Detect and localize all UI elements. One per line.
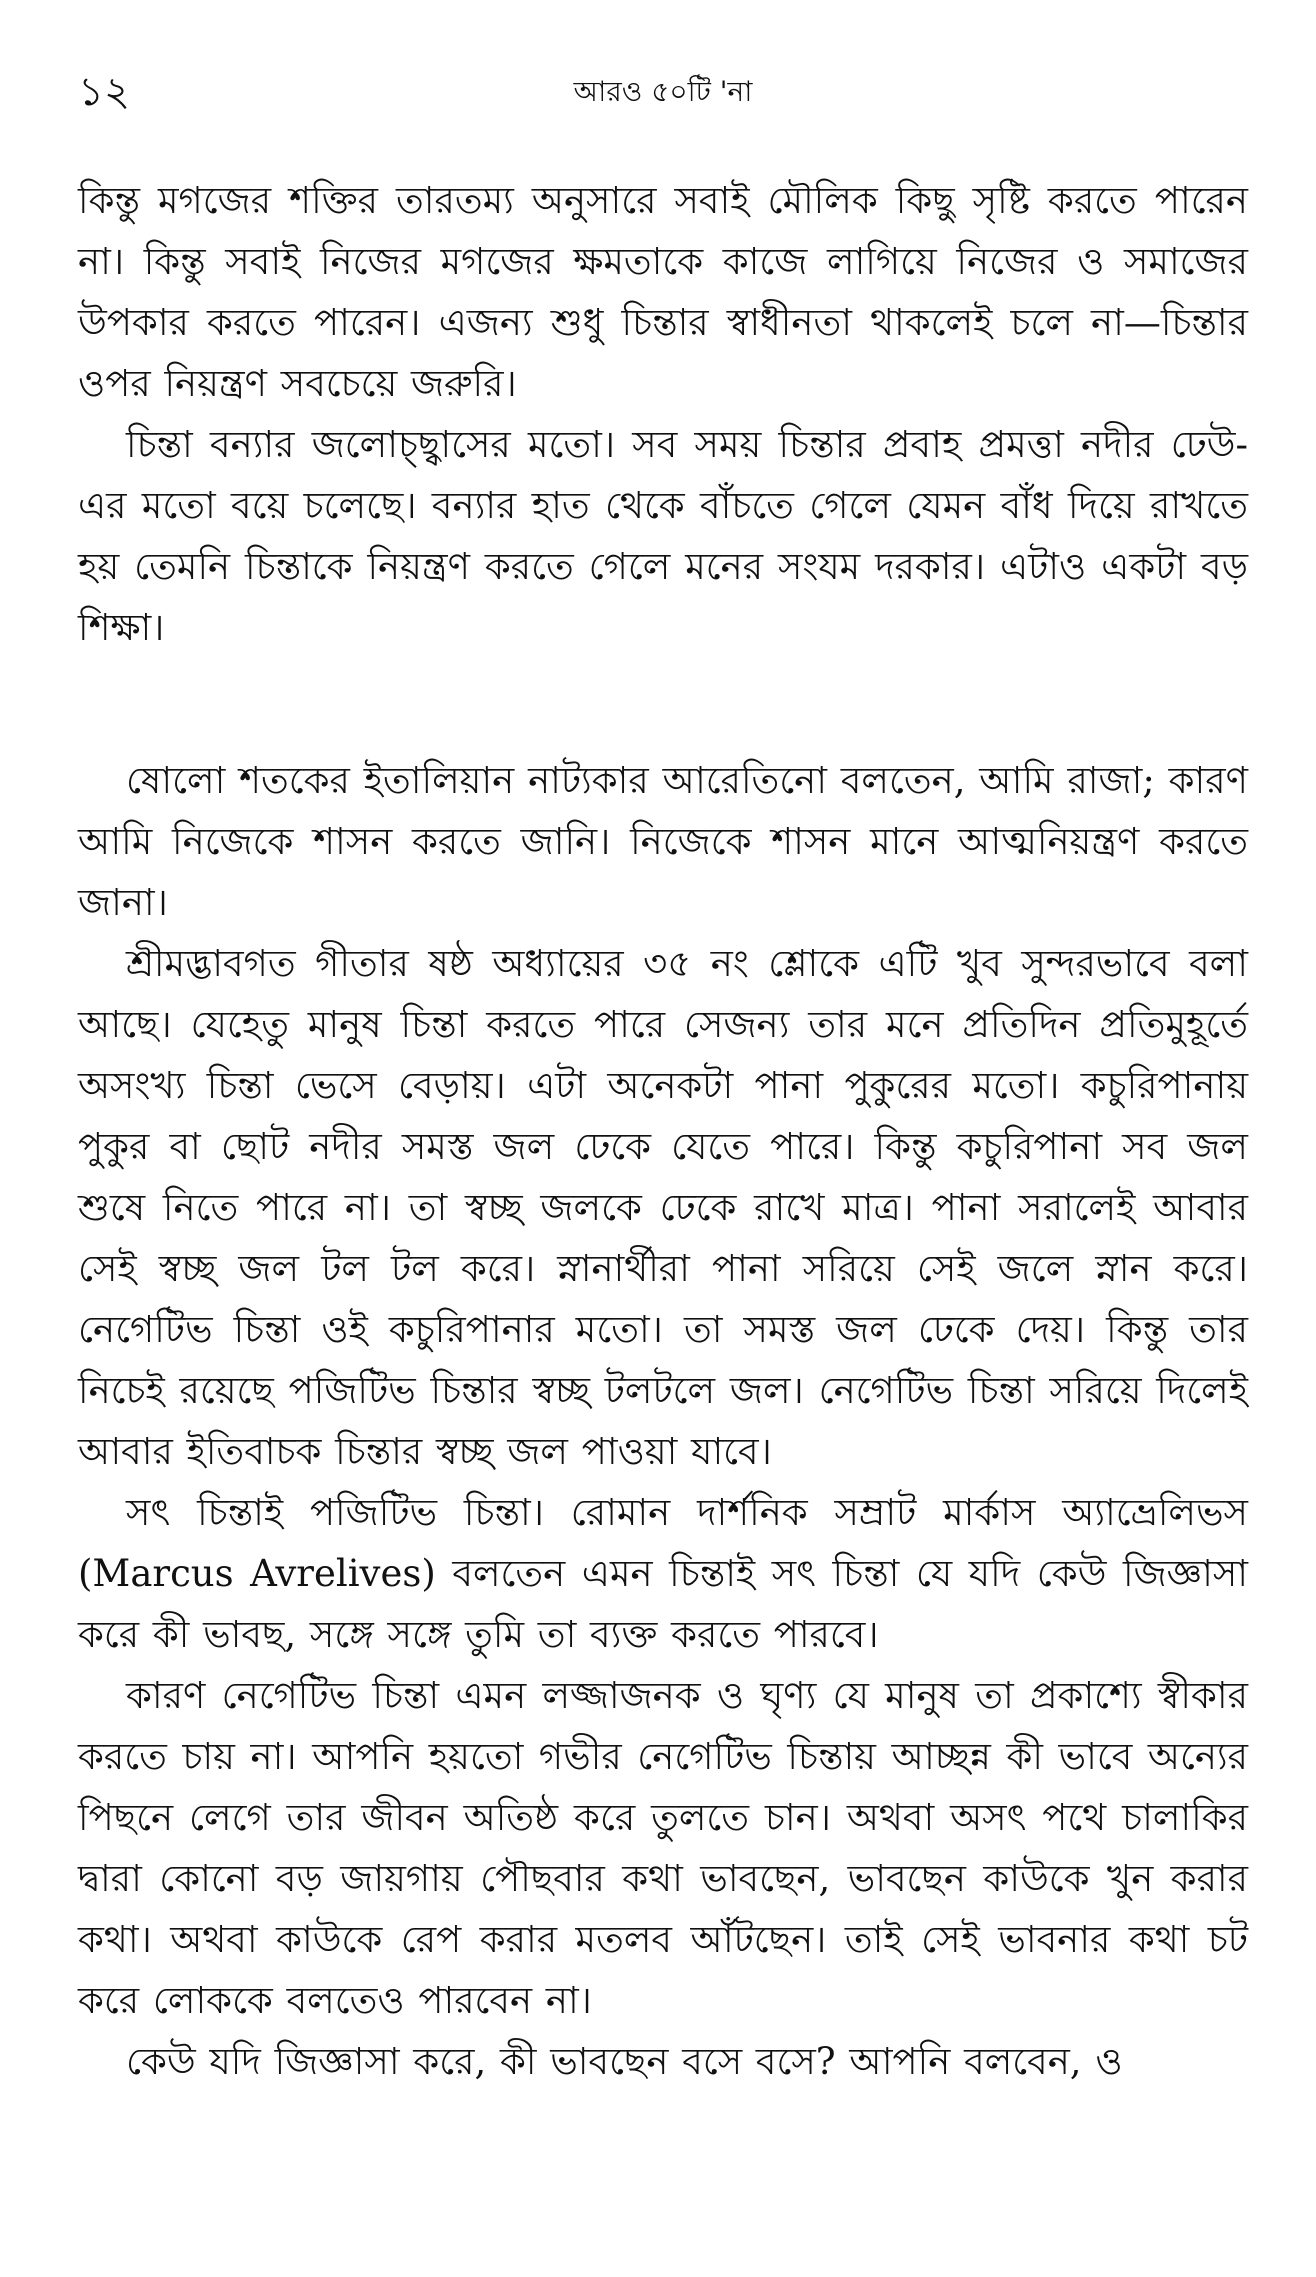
paragraph: কেউ যদি জিজ্ঞাসা করে, কী ভাবছেন বসে বসে? আপনি বলবেন, ও (126, 2040, 1123, 2083)
body-text (78, 170, 1248, 2092)
section-break (78, 658, 1248, 750)
paragraph: ষোলো শতকের ইতালিয়ান নাট্যকার আরেতিনো বলতেন, আমি রাজা; কারণ আমি নিজেকে শাসন করতে জানি। নিজেকে শাসন মানে আত্মনিয়ন্ত্রণ করতে জানা। (78, 759, 1248, 924)
page-header (78, 62, 1248, 122)
running-title: আরও ৫০টি 'না (573, 75, 753, 108)
paragraph: সৎ চিন্তাই পজিটিভ চিন্তা। রোমান দার্শনিক সম্রাট মার্কাস অ্যাভ্রেলিভস (Marcus Avrelives) বলতেন এমন চিন্তাই সৎ চিন্তা যে যদি কেউ জিজ্ঞাসা করে কী ভাবছ, সঙ্গে সঙ্গে তুমি তা ব্যক্ত করতে পারবে। (78, 1491, 1248, 1656)
page-number: ১২ (78, 69, 130, 115)
paragraph: চিন্তা বন্যার জলোচ্ছ্বাসের মতো। সব সময় চিন্তার প্রবাহ প্রমত্তা নদীর ঢেউ-এর মতো বয়ে চলেছে। বন্যার হাত থেকে বাঁচতে গেলে যেমন বাঁধ দিয়ে রাখতে হয় তেমনি চিন্তাকে নিয়ন্ত্রণ করতে গেলে মনের সংযম দরকার। এটাও একটা বড় শিক্ষা। (78, 423, 1248, 649)
paragraph: কিন্তু মগজের শক্তির তারতম্য অনুসারে সবাই মৌলিক কিছু সৃষ্টি করতে পারেন না। কিন্তু সবাই নিজের মগজের ক্ষমতাকে কাজে লাগিয়ে নিজের ও সমাজের উপকার করতে পারেন। এজন্য শুধু চিন্তার স্বাধীনতা থাকলেই চলে না—চিন্তার ওপর নিয়ন্ত্রণ সবচেয়ে জরুরি। (78, 179, 1248, 405)
paragraph: শ্রীমদ্ভাবগত গীতার ষষ্ঠ অধ্যায়ের ৩৫ নং শ্লোকে এটি খুব সুন্দরভাবে বলা আছে। যেহেতু মানুষ চিন্তা করতে পারে সেজন্য তার মনে প্রতিদিন প্রতিমুহূর্তে অসংখ্য চিন্তা ভেসে বেড়ায়। এটা অনেকটা পানা পুকুরের মতো। কচুরিপানায় পুকুর বা ছোট নদীর সমস্ত জল ঢেকে যেতে পারে। কিন্তু কচুরিপানা সব জল শুষে নিতে পারে না। তা স্বচ্ছ জলকে ঢেকে রাখে মাত্র। পানা সরালেই আবার সেই স্বচ্ছ জল টল টল করে। স্নানার্থীরা পানা সরিয়ে সেই জলে স্নান করে। নেগেটিভ চিন্তা ওই কচুরিপানার মতো। তা সমস্ত জল ঢেকে দেয়। কিন্তু তার নিচেই রয়েছে পজিটিভ চিন্তার স্বচ্ছ টলটলে জল। নেগেটিভ চিন্তা সরিয়ে দিলেই আবার ইতিবাচক চিন্তার স্বচ্ছ জল পাওয়া যাবে। (78, 942, 1248, 1473)
paragraph: কারণ নেগেটিভ চিন্তা এমন লজ্জাজনক ও ঘৃণ্য যে মানুষ তা প্রকাশ্যে স্বীকার করতে চায় না। আপনি হয়তো গভীর নেগেটিভ চিন্তায় আচ্ছন্ন কী ভাবে অন্যের পিছনে লেগে তার জীবন অতিষ্ঠ করে তুলতে চান। অথবা অসৎ পথে চালাকির দ্বারা কোনো বড় জায়গায় পৌছবার কথা ভাবছেন, ভাবছেন কাউকে খুন করার কথা। অথবা কাউকে রেপ করার মতলব আঁটছেন। তাই সেই ভাবনার কথা চট করে লোককে বলতেও পারবেন না। (78, 1674, 1248, 2022)
